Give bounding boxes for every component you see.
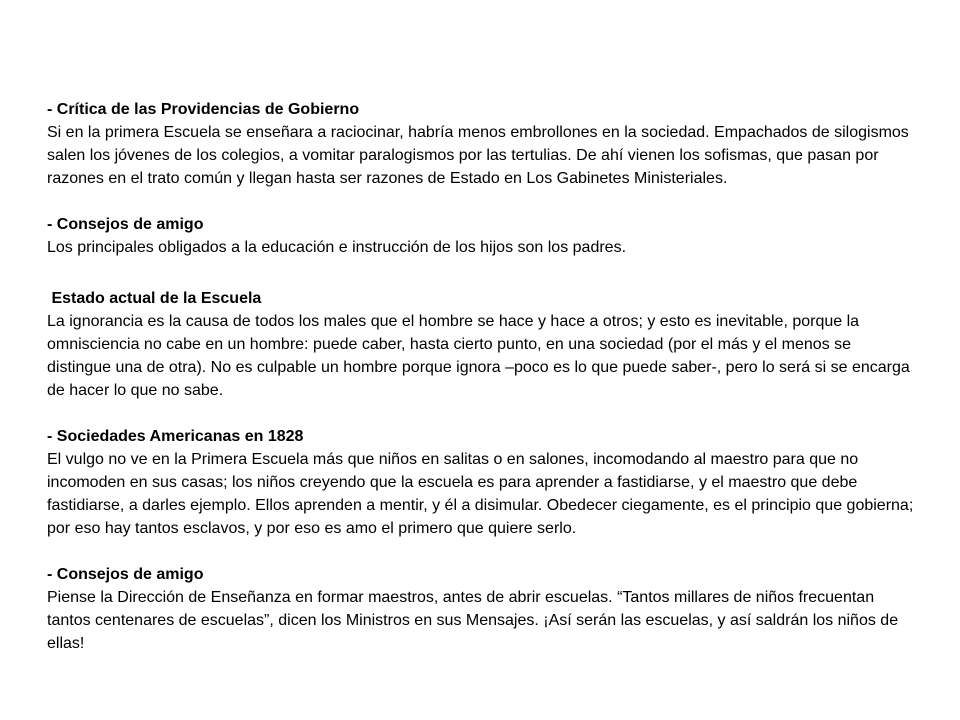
section-heading: - Crítica de las Providencias de Gobierno [47,101,360,118]
section-body: El vulgo no ve en la Primera Escuela más que niños en salitas o en salones, incomodando al maestro para que no incomoden en sus casas; los niños creyendo que la escuela es para aprender a fastidiarse, y el maestro que debe fastidiarse, a darles ejemplo. Ellos aprenden a mentir, y él a disimular. Obedecer ciegamente, es el principio que gobierna; por eso hay tantos esclavos, y por eso es amo el primero que quiere serlo. [47,451,914,537]
section-estado-actual [47,287,917,402]
section-critica-providencias [47,98,917,190]
section-body: La ignorancia es la causa de todos los males que el hombre se hace y hace a otros; y esto es inevitable, porque la omnisciencia no cabe en un hombre: puede caber, hasta cierto punto, en una sociedad (por el más y el menos se distingue una de otra). No es culpable un hombre porque ignora –poco es lo que puede saber-, pero lo será si se encarga de hacer lo que no sabe. [47,313,910,399]
text-content [47,98,917,655]
section-body: Si en la primera Escuela se enseñara a raciocinar, habría menos embrollones en la sociedad. Empachados de silogismos salen los jóvenes de los colegios, a vomitar paralogismos por las tertulias. De ahí vienen los sofismas, que pasan por razones en el trato común y llegan hasta ser razones de Estado en Los Gabinetes Ministeriales. [47,124,909,187]
section-consejos-amigo-1 [47,213,917,259]
section-heading: - Consejos de amigo [47,216,204,233]
section-body: Los principales obligados a la educación e instrucción de los hijos son los padres. [47,239,627,256]
section-heading: - Consejos de amigo [47,566,204,583]
section-consejos-amigo-2 [47,563,917,655]
section-body: Piense la Dirección de Enseñanza en formar maestros, antes de abrir escuelas. “Tantos millares de niños frecuentan tantos centenares de escuelas”, dicen los Ministros en sus Mensajes. ¡Así serán las escuelas, y así saldrán los niños de ellas! [47,589,899,652]
section-heading: - Sociedades Americanas en 1828 [47,428,304,445]
section-sociedades-americanas [47,425,917,540]
section-heading: Estado actual de la Escuela [47,290,262,307]
